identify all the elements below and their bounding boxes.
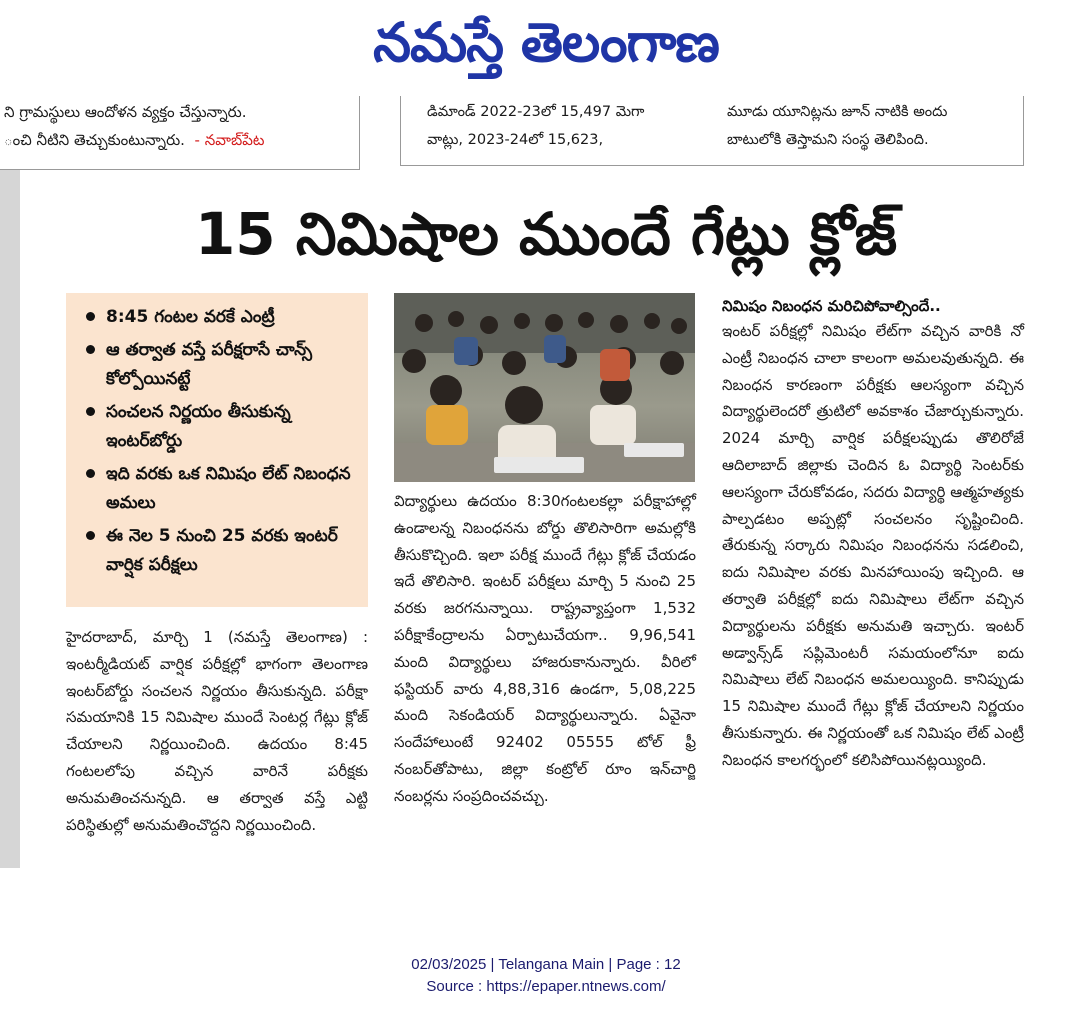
students-exam-hall-photo [394, 293, 695, 482]
bullet-icon [86, 469, 95, 478]
previous-story-text: వాట్లు, 2023-24లో 15,623, [427, 132, 604, 148]
article-column-left: హైదరాబాద్, మార్చి 1 (నమస్తే తెలంగాణ) : ఇంటర్మీడియట్ వార్షిక పరీక్షల్లో భాగంగా తెలంగాణ ఇంటర్‌బోర్డు సంచలన నిర్ణయం తీసుకున్నది. పరీక్షా సమయానికి 15 నిమిషాల ముందే సెంటర్ల గేట్లు క్లోజ్ చేయాలని నిర్ణయించింది. ఉదయం 8:45 గంటలలోపు వచ్చిన వారినే పరీక్షకు అనుమతించనున్నది. ఆ తర్వాత వస్తే ఎట్టి పరిస్థితుల్లో అనుమతించొద్దని నిర్ణయించింది. [66, 628, 368, 834]
footer-source-line: Source : https://epaper.ntnews.com/ [426, 978, 666, 995]
article-column-right: ఇంటర్ పరీక్షల్లో నిమిషం లేట్‌గా వచ్చిన వారికి నో ఎంట్రీ నిబంధన చాలా కాలంగా అమలవుతున్నది. ఈ నిబంధన కారణంగా పరీక్షకు ఆలస్యంగా వచ్చిన విద్యార్థులెందరో త్రుటిలో అవకాశం చేజార్చుకున్నారు. 2024 మార్చి వార్షిక పరీక్షలప్పుడు తొలిరోజే ఆదిలాబాద్ జిల్లాకు చెందిన ఓ విద్యార్థి సెంటర్‌కు ఆలస్యంగా చేరుకోవడం, సదరు విద్యార్థి ఆత్మహత్యకు పాల్పడటం అప్పట్లో సంచలనం సృష్టించింది. తేరుకున్న సర్కారు నిమిషం నిబంధనను సడలించి, ఐదు నిమిషాల వరకు మినహాయింపు ఇచ్చింది. ఆ తర్వాతి పరీక్షల్లో ఐదు నిమిషాలు లేట్‌గా వచ్చిన విద్యార్థులను పరీక్షకు అనుమతి ఇచ్చారు. ఇంటర్ అడ్వాన్స్‌డ్ సప్లిమెంటరీ సమయంలోనూ ఐదు నిమిషాలు లేట్ నిబంధన అమలయ్యింది. కానిప్పుడు 15 నిమిషాల ముందే గేట్లు క్లోజ్ చేయాలని నిర్ణయం తీసుకున్నారు. ఈ నిర్ణయంతో ఒక నిమిషం లేట్ ఎంట్రీ నిబంధన కాలగర్భంలో కలిసిపోయినట్లయ్యింది. [722, 322, 1024, 769]
previous-story-text: బాటులోకి తెస్తామని సంస్థ తెలిపింది. [727, 132, 929, 148]
bullet-icon [86, 312, 95, 321]
highlight-item: 8:45 గంటల వరకే ఎంట్రీ [84, 303, 358, 332]
previous-story-line-1: ని గ్రామస్థులు ఆందోళన వ్యక్తం చేస్తున్నారు. [4, 103, 247, 121]
highlight-item: సంచలన నిర్ణయం తీసుకున్న ఇంటర్‌బోర్డు [84, 398, 358, 456]
bullet-icon [86, 345, 95, 354]
page-footer [0, 954, 1092, 998]
bullet-icon [86, 407, 95, 416]
previous-story-column-2 [727, 98, 1017, 154]
previous-story-snippet [0, 96, 360, 170]
highlight-item: ఇది వరకు ఒక నిమిషం లేట్ నిబంధన అమలు [84, 460, 358, 518]
masthead: నమస్తే తెలంగాణ [373, 11, 719, 74]
highlight-item: ఈ నెల 5 నుంచి 25 వరకు ఇంటర్ వార్షిక పరీక్షలు [84, 522, 358, 580]
highlight-item: ఆ తర్వాత వస్తే పరీక్షరాసే చాన్స్ కోల్పోయినట్టే [84, 336, 358, 394]
previous-story-dateline: - నవాబ్‌పేట [194, 131, 265, 149]
previous-story-column-1 [427, 98, 707, 154]
article-headline: 15 నిమిషాల ముందే గేట్లు క్లోజ్ [194, 200, 898, 268]
previous-story-text: మూడు యూనిట్లను జూన్ నాటికి అందు [727, 104, 948, 120]
bullet-icon [86, 531, 95, 540]
previous-story-line-2: ంచి నీటిని తెచ్చుకుంటున్నారు. - నవాబ్‌పేట [4, 131, 265, 149]
subheading: నిమిషం నిబంధన మరిచిపోవాల్సిందే.. [722, 297, 941, 315]
highlights-box [66, 293, 368, 607]
article-column-middle: విద్యార్థులు ఉదయం 8:30గంటలకల్లా పరీక్షాహాల్లో ఉండాలన్న నిబంధనను బోర్డు తొలిసారిగా అమల్లోకి తీసుకొచ్చింది. ఇలా పరీక్ష ముందే గేట్లు క్లోజ్ చేయడం ఇదే తొలిసారి. ఇంటర్ పరీక్షలు మార్చి 5 నుంచి 25 వరకు జరగనున్నాయి. రాష్ట్రవ్యాప్తంగా 1,532 పరీక్షాకేంద్రాలను ఏర్పాటుచేయగా.. 9,96,541 మంది విద్యార్థులు హాజరుకానున్నారు. వీరిలో ఫస్టియర్ వారు 4,88,316 ఉండగా, 5,08,225 మంది సెకండియర్ విద్యార్థులున్నారు. ఏవైనా సందేహాలుంటే 92402 05555 టోల్ ఫ్రీ నంబర్‌తోపాటు, జిల్లా కంట్రోల్ రూం ఇన్‌చార్జి నంబర్లను సంప్రదించవచ్చు. [394, 492, 696, 805]
previous-story-text: డిమాండ్ 2022-23లో 15,497 మెగా [427, 104, 645, 120]
previous-story-box [400, 96, 1024, 166]
footer-edition-line: 02/03/2025 | Telangana Main | Page : 12 [411, 956, 681, 973]
